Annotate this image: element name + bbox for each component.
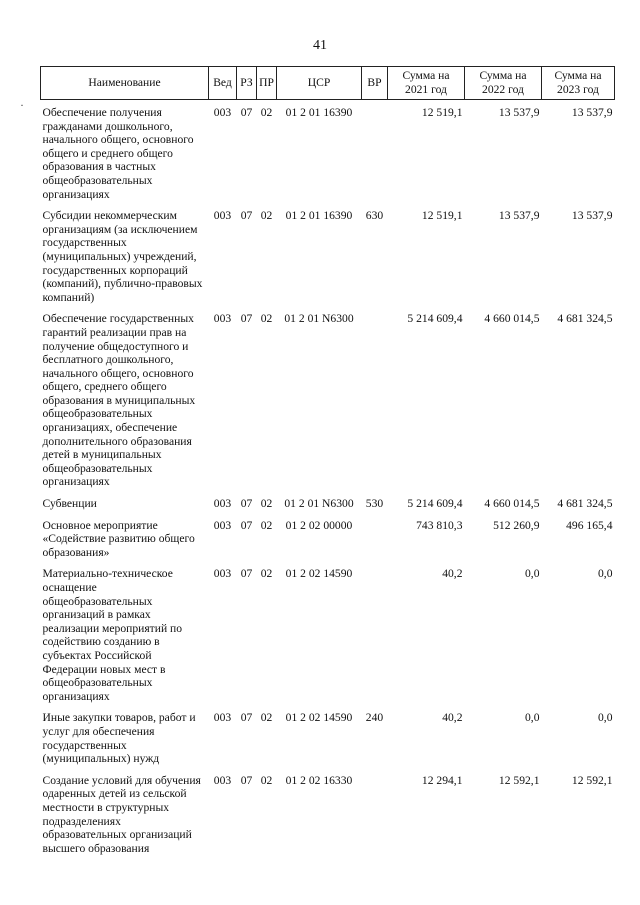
row-rz: 07 [240,518,253,532]
row-vr [362,100,388,210]
row-csr: 01 2 01 16390 [285,209,353,223]
row-sum-2022: 13 537,9 [498,106,540,119]
row-pr: 02 [260,567,273,581]
row-sum-2021: 12 519,1 [421,106,463,119]
row-vr [362,519,388,568]
row-ved: 003 [213,567,232,581]
table-row [41,519,615,568]
header-sum-2023: Сумма на 2023 год [542,67,615,100]
header-sum-2022: Сумма на 2022 год [465,67,542,100]
row-sum-2022: 0,0 [525,711,540,725]
row-sum-2021: 40,2 [442,711,463,725]
row-sum-2021: 743 810,3 [416,518,463,532]
row-sum-2021: 5 214 609,4 [407,497,463,511]
row-csr: 01 2 02 00000 [285,518,353,532]
row-pr: 02 [260,209,273,223]
row-name: Материально-техническое оснащение общеобразовательных организаций в рамках реализации мероприятий по содействию созданию в субъектах Российской Федерации новых мест в общеобразовательных организациях [42,567,183,703]
table-row [41,711,615,773]
row-vr [362,567,388,711]
header-sum-2021: Сумма на 2021 год [388,67,465,100]
header-rz: РЗ [237,67,257,100]
table-row [41,100,615,210]
row-sum-2023: 13 537,9 [571,106,613,119]
row-csr: 01 2 01 N6300 [284,312,354,326]
budget-table [40,66,615,863]
header-csr: ЦСР [277,67,362,100]
row-sum-2022: 13 537,9 [498,209,540,223]
row-sum-2021: 40,2 [442,567,463,581]
table-row [41,312,615,497]
row-sum-2023: 12 592,1 [571,773,613,787]
row-rz: 07 [240,567,253,581]
row-name: Субвенции [42,497,97,511]
row-pr: 02 [260,106,273,119]
row-rz: 07 [240,711,253,725]
row-sum-2022: 512 260,9 [493,518,540,532]
table-row [41,774,615,864]
row-sum-2022: 0,0 [525,567,540,581]
row-ved: 003 [213,312,232,326]
row-sum-2021: 12 519,1 [421,209,463,223]
row-vr: 530 [365,497,384,511]
row-name: Субсидии некоммерческим организациям (за исключением государственных (муниципальных) учреждений, государственных корпораций (компаний), публично-правовых компаний) [42,209,203,304]
row-pr: 02 [260,518,273,532]
row-sum-2023: 13 537,9 [571,209,613,223]
row-rz: 07 [240,209,253,223]
row-csr: 01 2 02 16330 [285,773,353,787]
row-sum-2022: 12 592,1 [498,773,540,787]
row-sum-2023: 0,0 [598,567,613,581]
row-name: Обеспечение государственных гарантий реализации прав на получение общедоступного и бесплатного дошкольного, начального общего, основного общего, среднего общего образования в муниципальных общеобразовательных организациях, обеспечение дополнительного образования детей в муниципальных общеобразовательных организациях [42,312,196,489]
row-pr: 02 [260,711,273,725]
row-ved: 003 [213,773,232,787]
row-ved: 003 [213,518,232,532]
row-sum-2022: 4 660 014,5 [484,497,540,511]
table-body [41,100,615,864]
row-name: Обеспечение получения гражданами дошкольного, начального общего, основного общего и среднего общего образования в частных общеобразовательных организациях [42,106,194,201]
row-ved: 003 [213,209,232,223]
row-vr [362,312,388,497]
header-vr: ВР [362,67,388,100]
row-ved: 003 [213,106,232,119]
header-pr: ПР [257,67,277,100]
row-rz: 07 [240,497,253,511]
row-sum-2021: 12 294,1 [421,773,463,787]
row-rz: 07 [240,312,253,326]
row-pr: 02 [260,312,273,326]
row-vr: 630 [365,209,384,223]
row-name: Иные закупки товаров, работ и услуг для обеспечения государственных (муниципальных) нужд [42,711,196,766]
row-sum-2023: 0,0 [598,711,613,725]
row-csr: 01 2 01 16390 [285,106,353,119]
row-csr: 01 2 01 N6300 [284,497,354,511]
header-ved: Вед [209,67,237,100]
row-pr: 02 [260,497,273,511]
page-number: 41 [313,38,327,53]
margin-mark: · [20,98,24,112]
row-ved: 003 [213,711,232,725]
row-name: Создание условий для обучения одаренных детей из сельской местности в структурных подразделениях образовательных организаций высшего образования [42,773,201,855]
row-sum-2022: 4 660 014,5 [484,312,540,326]
row-csr: 01 2 02 14590 [285,711,353,725]
row-name: Основное мероприятие «Содействие развитию общего образования» [42,518,195,559]
row-rz: 07 [240,106,253,119]
table-row [41,497,615,519]
row-vr [362,774,388,864]
table-row [41,209,615,312]
row-sum-2021: 5 214 609,4 [407,312,463,326]
row-vr: 240 [365,711,384,725]
row-rz: 07 [240,773,253,787]
row-sum-2023: 496 165,4 [566,518,613,532]
row-ved: 003 [213,497,232,511]
header-name: Наименование [41,67,209,100]
row-sum-2023: 4 681 324,5 [557,312,613,326]
table-row [41,567,615,711]
row-csr: 01 2 02 14590 [285,567,353,581]
row-sum-2023: 4 681 324,5 [557,497,613,511]
table-header-row [41,67,615,100]
row-pr: 02 [260,773,273,787]
